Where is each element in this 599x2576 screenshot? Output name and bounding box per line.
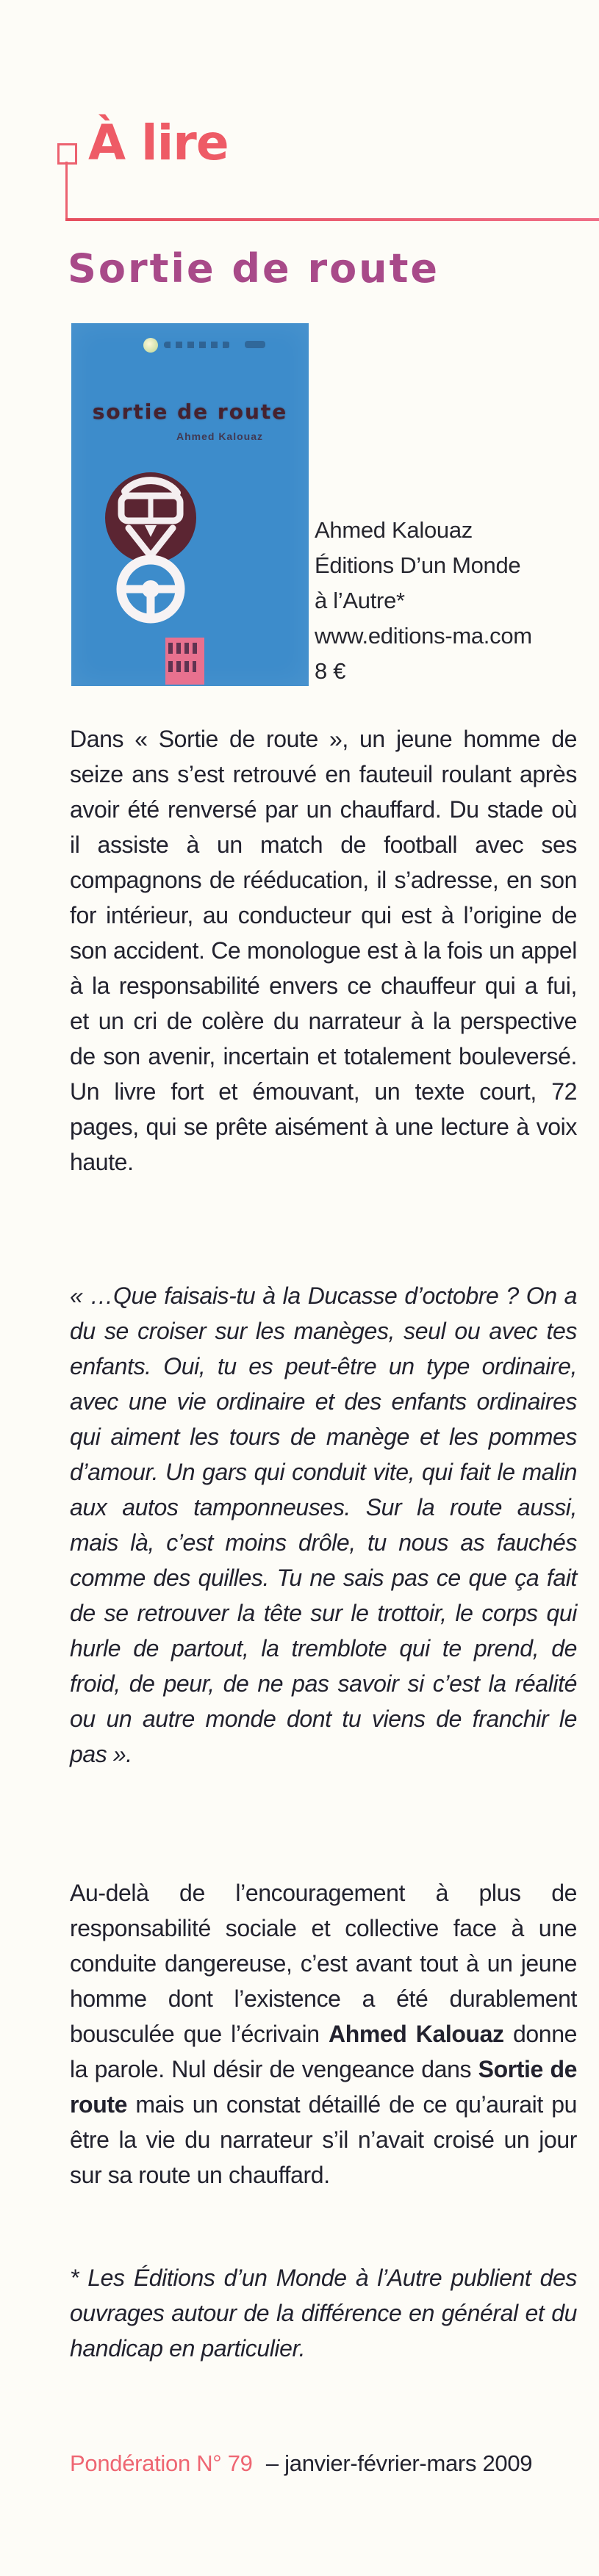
- corner-vertical-line: [65, 162, 68, 219]
- book-publisher-line-2: à l’Autre*: [315, 588, 405, 613]
- publisher-logo-text-smudge: [164, 342, 230, 348]
- footer-issue-date: – janvier-février-mars 2009: [265, 2450, 533, 2476]
- review-paragraph: Dans « Sortie de route », un jeune homme de seize ans s’est retrouvé en fauteuil roulant après avoir été renversé par un chauffard. Du stade où il assiste à un match de football avec ses compagnons de rééducation, il s’adresse, en son for intérieur, au conducteur qui est à l’origine de son accident. Ce monologue est à la fois un appel à la responsabilité envers ce chauffeur qui a fui, et un cri de colère du narrateur à la perspective de son avenir, incertain et totalement bouleversé. Un livre fort et émouvant, un texte court, 72 pages, qui se prête aisément à une lecture à voix haute.: [70, 726, 577, 1175]
- commentary-text: Au-delà de l’encouragement à plus de responsabilité sociale et collective face à une conduite dangereuse, c’est avant tout à un jeune homme dont l’existence a été durablement bousculée que l’écrivain: [70, 1880, 577, 2047]
- publisher-logo-text-smudge: [245, 341, 265, 348]
- book-price: 8 €: [315, 658, 346, 684]
- book-cover-image: [71, 323, 309, 686]
- stamp-marking: [168, 661, 196, 672]
- book-details-block: [315, 513, 532, 689]
- commentary-paragraph: [70, 1875, 577, 2193]
- book-publisher-line-1: Éditions D’un Monde: [315, 552, 521, 578]
- book-title-bold: Sortie de route: [70, 2056, 577, 2118]
- section-divider-rule: [65, 218, 599, 221]
- article-title: Sortie de route: [68, 245, 440, 292]
- price-stamp: [165, 638, 204, 685]
- publisher-logo-icon: [143, 338, 158, 353]
- cover-author: Ahmed Kalouaz: [176, 430, 263, 442]
- author-name-bold: Ahmed Kalouaz: [328, 2021, 504, 2047]
- section-header: À lire: [88, 115, 229, 171]
- book-website-url: www.editions-ma.com: [315, 623, 532, 649]
- commentary-text: mais un constat détaillé de ce qu’aurait pu être la vie du narrateur s’il n’avait croisé un jour sur sa route un chauffard.: [70, 2091, 577, 2188]
- commentary-text: donne la parole. Nul désir de vengeance dans: [70, 2021, 577, 2082]
- page-footer: [70, 2450, 584, 2477]
- cover-title: sortie de route: [92, 400, 288, 424]
- stamp-marking: [168, 643, 201, 654]
- book-excerpt-quote: « …Que faisais-tu à la Ducasse d’octobre ? On a du se croiser sur les manèges, seul ou avec tes enfants. Oui, tu es peut-être un type ordinaire, avec une vie ordinaire et des enfants ordinaires qui aiment les tours de manège et les pommes d’amour. Un gars qui conduit vite, qui fait le malin aux autos tamponneuses. Sur la route aussi, mais là, c’est moins drôle, tu nous as fauchés comme des quilles. Tu ne sais pas ce que ça fait de se retrouver la tête sur le trottoir, le corps qui hurle de partout, la tremblote qui te prend, de froid, de peur, de ne pas savoir si c’est la réalité ou un autre monde dont tu viens de franchir le pas ».: [70, 1282, 577, 1767]
- publisher-footnote: * Les Éditions d’un Monde à l’Autre publient des ouvrages autour de la différence en général et du handicap en particulier.: [70, 2265, 577, 2362]
- book-author: Ahmed Kalouaz: [315, 517, 473, 543]
- footer-magazine-name: Pondération N° 79: [70, 2450, 253, 2476]
